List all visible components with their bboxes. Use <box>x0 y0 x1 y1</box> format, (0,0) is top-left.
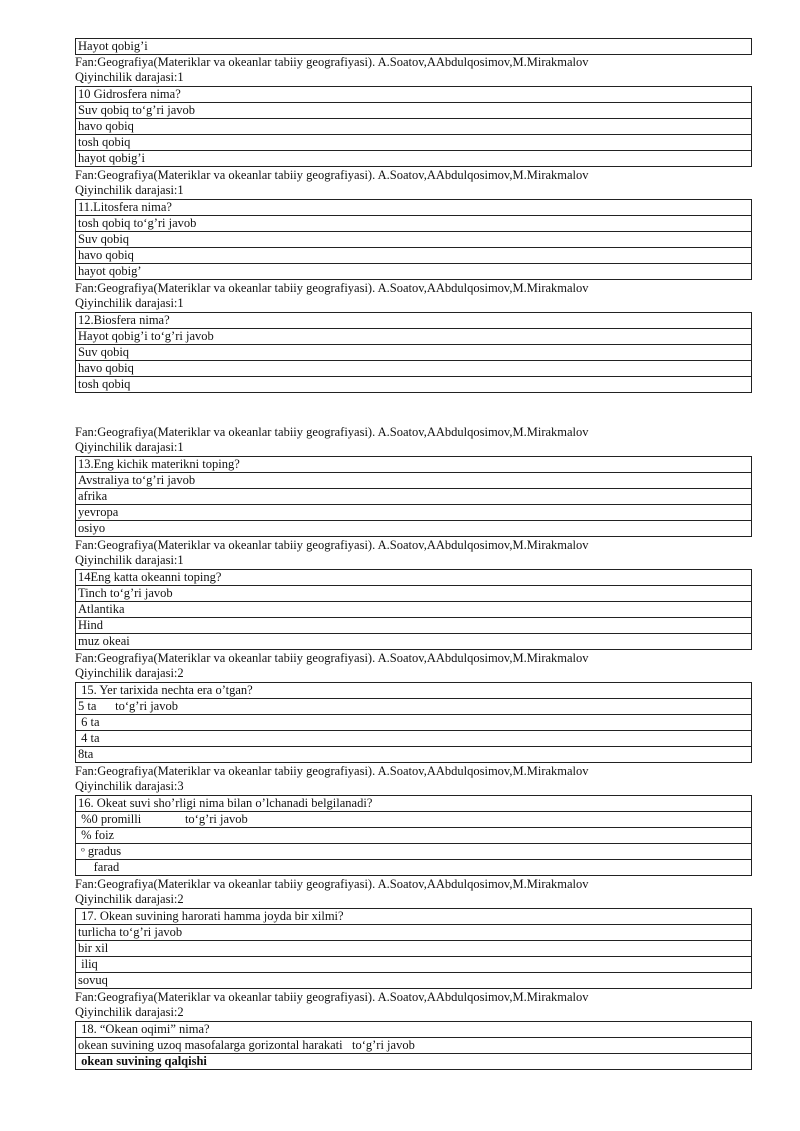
question-table-12 <box>75 312 752 393</box>
correct-answer: okean suvining uzoq masofalarga gorizontal harakati to‘g’ri javob <box>76 1038 751 1054</box>
correct-answer: Avstraliya to‘g’ri javob <box>76 473 751 489</box>
question-table-13 <box>75 456 752 537</box>
answer-option: havo qobiq <box>76 248 751 264</box>
answer-option: yevropa <box>76 505 751 521</box>
question-meta <box>75 425 755 455</box>
subject-line: Fan:Geografiya(Materiklar va okeanlar tabiiy geografiyasi). A.Soatov,AAbdulqosimov,M.Mirakmalov <box>75 538 589 552</box>
difficulty-line: Qiyinchilik darajasi:1 <box>75 183 184 197</box>
correct-answer: turlicha to‘g’ri javob <box>76 925 751 941</box>
correct-answer: Tinch to‘g’ri javob <box>76 586 751 602</box>
question-text: 14Eng katta okeanni toping? <box>76 570 751 586</box>
subject-line: Fan:Geografiya(Materiklar va okeanlar tabiiy geografiyasi). A.Soatov,AAbdulqosimov,M.Mirakmalov <box>75 425 589 439</box>
correct-answer: Suv qobiq to‘g’ri javob <box>76 103 751 119</box>
difficulty-line: Qiyinchilik darajasi:1 <box>75 296 184 310</box>
question-meta <box>75 764 755 794</box>
correct-answer: %0 promilli to‘g’ri javob <box>76 812 751 828</box>
question-table-18 <box>75 1021 752 1070</box>
answer-option: havo qobiq <box>76 119 751 135</box>
answer-option: 8ta <box>76 747 751 763</box>
difficulty-line: Qiyinchilik darajasi:1 <box>75 70 184 84</box>
difficulty-line: Qiyinchilik darajasi:2 <box>75 1005 184 1019</box>
question-meta <box>75 538 755 568</box>
answer-option: osiyo <box>76 521 751 537</box>
answer-option: sovuq <box>76 973 751 989</box>
question-meta <box>75 168 755 198</box>
answer-option: Suv qobiq <box>76 232 751 248</box>
subject-line: Fan:Geografiya(Materiklar va okeanlar tabiiy geografiyasi). A.Soatov,AAbdulqosimov,M.Mirakmalov <box>75 281 589 295</box>
question-text: 10 Gidrosfera nima? <box>76 87 751 103</box>
answer-option: muz okeai <box>76 634 751 650</box>
answer-option: farad <box>76 860 751 876</box>
question-text: 17. Okean suvining harorati hamma joyda bir xilmi? <box>76 909 751 925</box>
answer-option: ᵒ gradus <box>76 844 751 860</box>
difficulty-line: Qiyinchilik darajasi:3 <box>75 779 184 793</box>
question-meta <box>75 281 755 311</box>
question-text: 16. Okeat suvi sho’rligi nima bilan o’lchanadi belgilanadi? <box>76 796 751 812</box>
answer-option: 4 ta <box>76 731 751 747</box>
question-meta <box>75 990 755 1020</box>
question-table-10 <box>75 86 752 167</box>
question-text: 13.Eng kichik materikni toping? <box>76 457 751 473</box>
question-table-17 <box>75 908 752 989</box>
question-text: 12.Biosfera nima? <box>76 313 751 329</box>
subject-line: Fan:Geografiya(Materiklar va okeanlar tabiiy geografiyasi). A.Soatov,AAbdulqosimov,M.Mirakmalov <box>75 168 589 182</box>
correct-answer: Hayot qobig’i to‘g’ri javob <box>76 329 751 345</box>
answer-option: okean suvining qalqishi <box>76 1054 751 1070</box>
question-meta <box>75 651 755 681</box>
answer-option: Hind <box>76 618 751 634</box>
correct-answer: 5 ta to‘g’ri javob <box>76 699 751 715</box>
answer-option: Suv qobiq <box>76 345 751 361</box>
answer-option: 6 ta <box>76 715 751 731</box>
answer-option: tosh qobiq <box>76 377 751 393</box>
question-table-14 <box>75 569 752 650</box>
question-table-15 <box>75 682 752 763</box>
difficulty-line: Qiyinchilik darajasi:2 <box>75 666 184 680</box>
difficulty-line: Qiyinchilik darajasi:1 <box>75 440 184 454</box>
question-table-16 <box>75 795 752 876</box>
answer-table-fragment <box>75 38 752 55</box>
answer-option: tosh qobiq <box>76 135 751 151</box>
question-text: 11.Litosfera nima? <box>76 200 751 216</box>
correct-answer: tosh qobiq to‘g’ri javob <box>76 216 751 232</box>
answer-option: % foiz <box>76 828 751 844</box>
difficulty-line: Qiyinchilik darajasi:2 <box>75 892 184 906</box>
question-table-11 <box>75 199 752 280</box>
answer-option: Atlantika <box>76 602 751 618</box>
difficulty-line: Qiyinchilik darajasi:1 <box>75 553 184 567</box>
answer-option: hayot qobig’i <box>76 151 751 167</box>
subject-line: Fan:Geografiya(Materiklar va okeanlar tabiiy geografiyasi). A.Soatov,AAbdulqosimov,M.Mirakmalov <box>75 651 589 665</box>
subject-line: Fan:Geografiya(Materiklar va okeanlar tabiiy geografiyasi). A.Soatov,AAbdulqosimov,M.Mirakmalov <box>75 55 589 69</box>
subject-line: Fan:Geografiya(Materiklar va okeanlar tabiiy geografiyasi). A.Soatov,AAbdulqosimov,M.Mirakmalov <box>75 877 589 891</box>
question-text: 18. “Okean oqimi” nima? <box>76 1022 751 1038</box>
question-meta <box>75 877 755 907</box>
question-meta <box>75 55 755 85</box>
answer-option: havo qobiq <box>76 361 751 377</box>
answer-option: hayot qobig’ <box>76 264 751 280</box>
question-text: 15. Yer tarixida nechta era o’tgan? <box>76 683 751 699</box>
subject-line: Fan:Geografiya(Materiklar va okeanlar tabiiy geografiyasi). A.Soatov,AAbdulqosimov,M.Mirakmalov <box>75 990 589 1004</box>
answer-option: iliq <box>76 957 751 973</box>
answer-option: bir xil <box>76 941 751 957</box>
answer-option: Hayot qobig’i <box>76 39 751 55</box>
subject-line: Fan:Geografiya(Materiklar va okeanlar tabiiy geografiyasi). A.Soatov,AAbdulqosimov,M.Mirakmalov <box>75 764 589 778</box>
answer-option: afrika <box>76 489 751 505</box>
